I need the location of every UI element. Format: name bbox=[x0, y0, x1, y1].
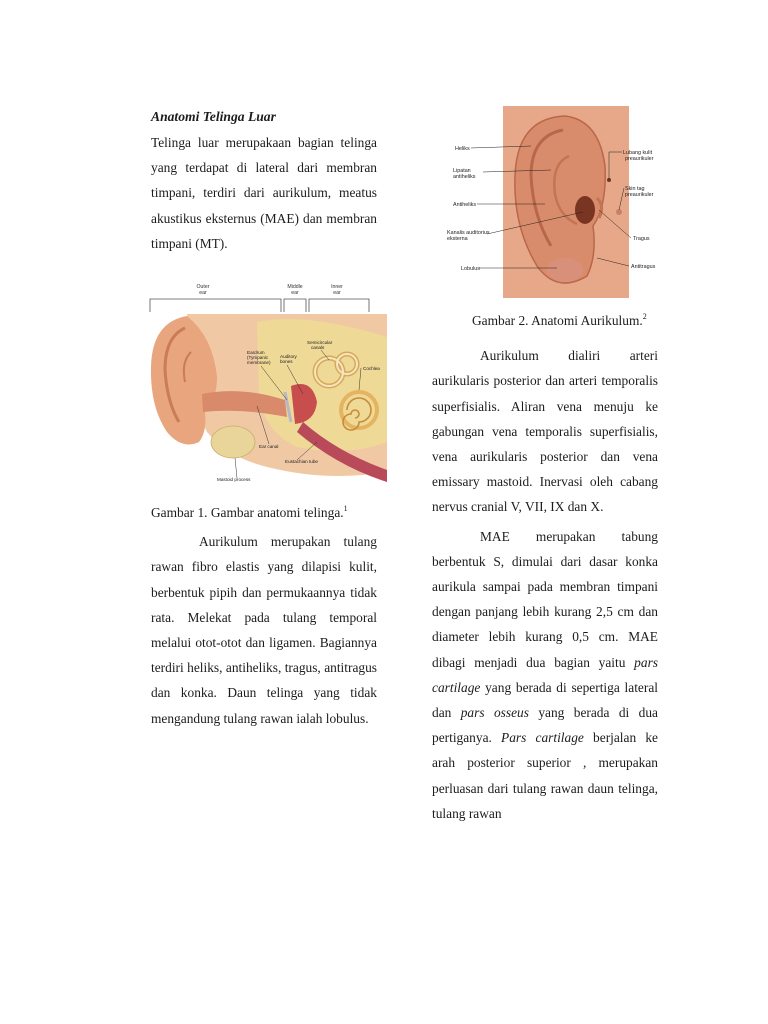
label-lobulus: Lobulus bbox=[461, 266, 480, 272]
svg-text:bones: bones bbox=[280, 359, 293, 364]
label-ear-canal: Ear canal bbox=[259, 444, 279, 449]
svg-text:membrane): membrane) bbox=[247, 360, 271, 365]
label-tragus: Tragus bbox=[633, 236, 650, 242]
aurikulum-paragraph: Aurikulum merupakan tulang rawan fibro elastis yang dilapisi kulit, berbentuk pipih dan permukaannya tidak rata. Melekat pada tulang temporal melalui otot-otot dan ligamen. Bagiannya terdiri heliks, antiheliks, tragus, antitragus dan konka. Daun telinga yang tidak mengandung tulang rawan ialah lobulus. bbox=[151, 534, 377, 726]
svg-text:ear: ear bbox=[333, 290, 341, 296]
figure2-caption: Gambar 2. Anatomi Aurikulum.$^2$ bbox=[472, 312, 647, 328]
label-inner-ear: Inner bbox=[331, 284, 343, 290]
label-cochlea: Cochlea bbox=[363, 366, 380, 371]
label-middle-ear: Middle bbox=[287, 284, 303, 290]
label-kanalis-auditorius: Kanalis auditorius bbox=[447, 230, 490, 236]
label-semicircular-canals: Semicircular bbox=[307, 340, 333, 345]
label-outer-ear: Outer bbox=[196, 284, 210, 290]
section-heading: Anatomi Telinga Luar bbox=[151, 109, 276, 124]
vascularization-paragraph: Aurikulum dialiri arteri aurikularis posterior dan arteri temporalis superfisialis. Aliran vena menuju ke gabungan vena temporalis superfisialis, vena aurikularis posterior dan vena emissary mastoid. Inervasi oleh cabang nervus cranial V, VII, IX dan X. bbox=[432, 348, 658, 515]
svg-text:(Tympanic: (Tympanic bbox=[247, 355, 269, 360]
figure-ear-anatomy bbox=[147, 282, 389, 492]
figure-auricle bbox=[447, 106, 665, 300]
intro-paragraph: Telinga luar merupakaan bagian telinga yang terdapat di lateral dari membran timpani, terdiri dari aurikulum, meatus akustikus eksternus (MAE) dan membran timpani (MT). bbox=[151, 135, 377, 251]
svg-text:eksterna: eksterna bbox=[447, 236, 468, 242]
ear-anatomy-illustration bbox=[147, 282, 389, 492]
label-lipatan-antiheliks: Lipatan bbox=[453, 168, 471, 174]
figure1-caption: Gambar 1. Gambar anatomi telinga.$^1$ bbox=[151, 504, 348, 520]
left-column-top bbox=[151, 104, 377, 256]
svg-text:ear: ear bbox=[199, 290, 207, 296]
region-brackets bbox=[150, 299, 369, 312]
svg-text:ear: ear bbox=[291, 290, 299, 296]
svg-text:antiheliks: antiheliks bbox=[453, 174, 476, 180]
label-eardrum: Eardrum bbox=[247, 350, 265, 355]
label-heliks: Heliks bbox=[455, 146, 470, 152]
label-lubang-kulit: Lubang kulit bbox=[623, 150, 653, 156]
svg-text:preaurikuler: preaurikuler bbox=[625, 156, 654, 162]
label-eustachian-tube: Eustachian tube bbox=[285, 459, 318, 464]
svg-text:canals: canals bbox=[311, 345, 325, 350]
label-antitragus: Antitragus bbox=[631, 264, 656, 270]
svg-text:preaurikuler: preaurikuler bbox=[625, 192, 654, 198]
right-column bbox=[432, 308, 658, 826]
label-antiheliks: Antiheliks bbox=[453, 202, 477, 208]
label-mastoid-process: Mastoid process bbox=[217, 477, 251, 482]
left-column-bottom bbox=[151, 500, 377, 731]
auricle-illustration bbox=[447, 106, 665, 300]
mae-paragraph: MAE merupakan tabung berbentuk S, dimulai dari dasar konka aurikula sampai pada membran timpani dengan panjang lebih kurang 2,5 cm dan diameter lebih kurang 0,5 cm. MAE dibagi menjadi dua bagian yaitu pars cartilage yang berada di sepertiga lateral dan pars osseus yang berada di dua pertiganya. Pars cartilage berjalan ke arah posterior superior , merupakan perluasan dari tulang rawan daun telinga, tulang rawan bbox=[432, 528, 658, 821]
label-skin-tag: Skin tag bbox=[625, 186, 645, 192]
label-auditory-bones: Auditory bbox=[280, 354, 297, 359]
